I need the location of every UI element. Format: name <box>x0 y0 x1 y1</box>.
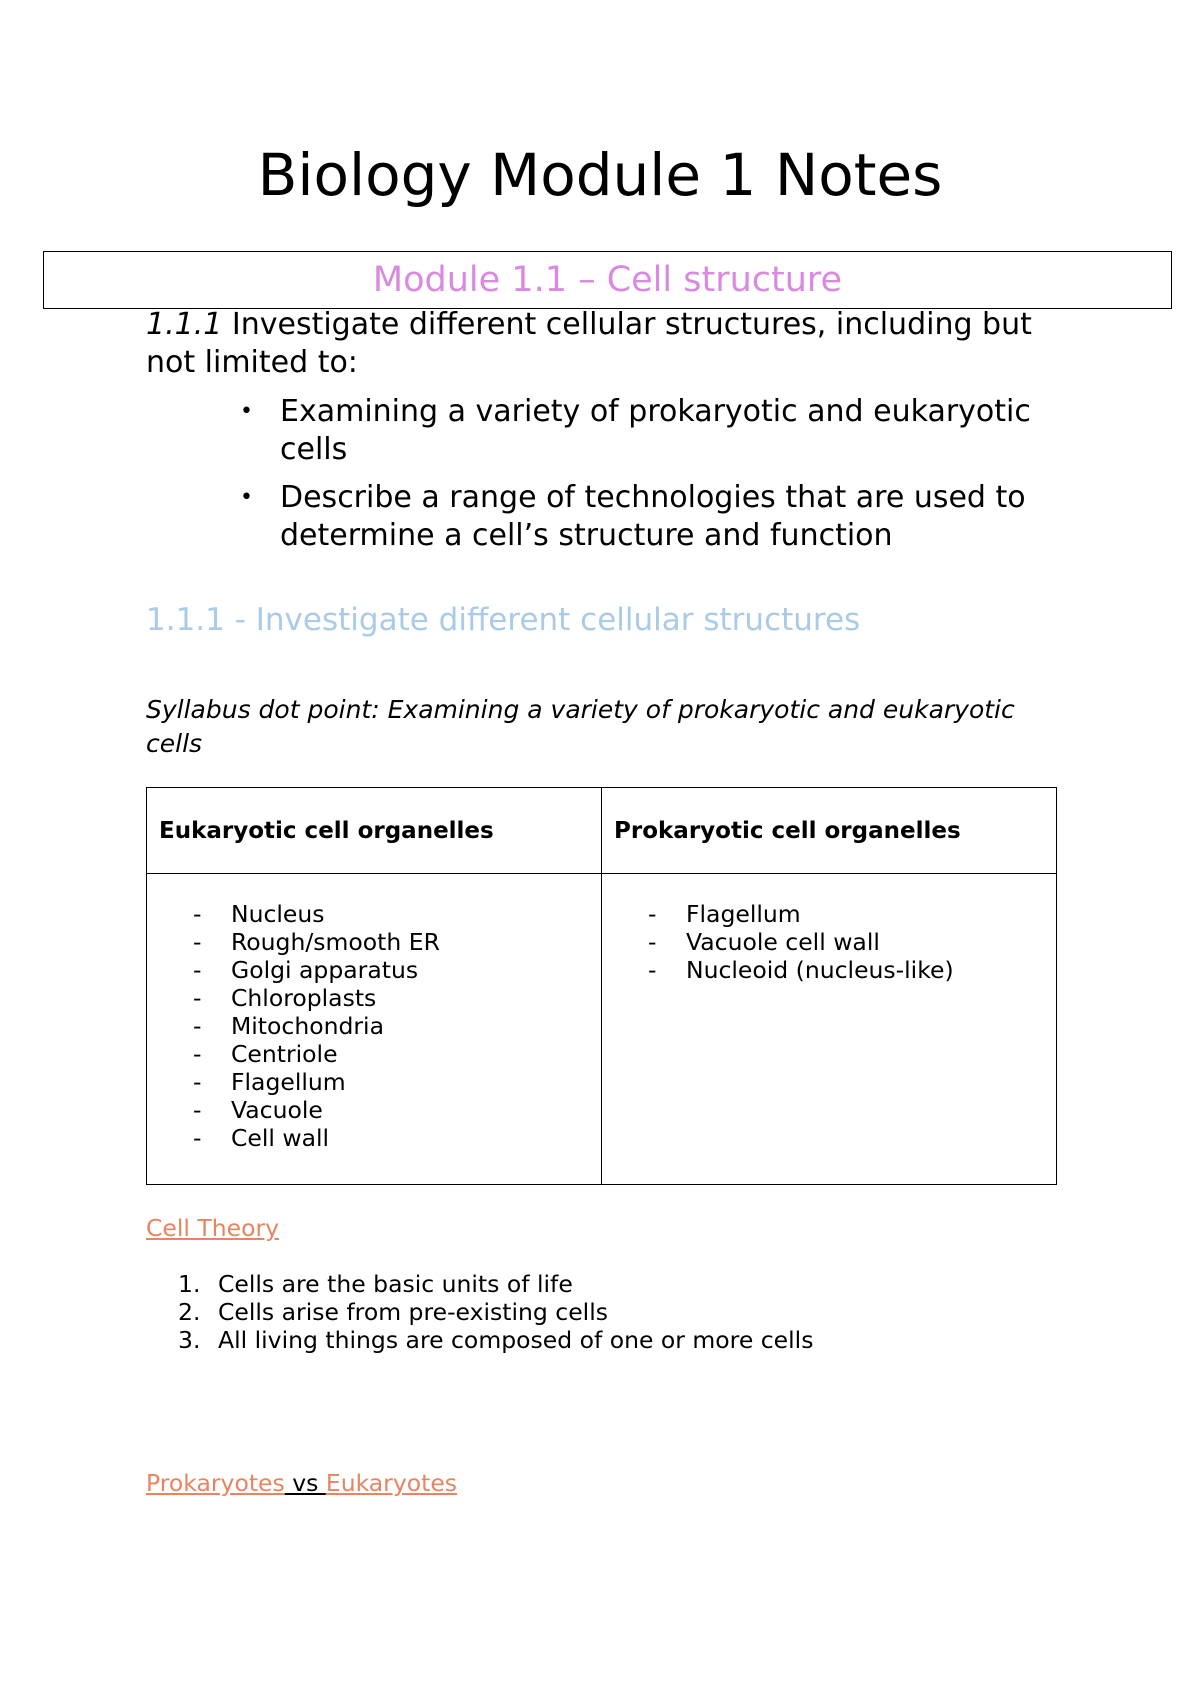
list-item: - Mitochondria <box>193 1012 384 1040</box>
bullet-list <box>240 393 1080 565</box>
list-item: - Flagellum <box>193 1068 346 1096</box>
bullet-icon: • <box>240 485 253 510</box>
list-item: - Chloroplasts <box>193 984 377 1012</box>
table-header-eukaryotic: Eukaryotic cell organelles <box>159 818 494 844</box>
module-heading-box <box>43 251 1172 309</box>
comparison-heading <box>146 1468 457 1498</box>
module-heading: Module 1.1 – Cell structure <box>372 260 843 300</box>
list-item: 1. Cells are the basic units of life <box>178 1270 573 1298</box>
bullet-icon: • <box>240 399 253 424</box>
list-item: - Nucleus <box>193 900 325 928</box>
syllabus-dot-point: Syllabus dot point: Examining a variety of prokaryotic and eukaryotic cells <box>146 695 1015 758</box>
bullet-text: Examining a variety of prokaryotic and eukaryotic cells <box>280 394 1031 467</box>
eukaryotic-organelle-list <box>193 900 440 1152</box>
cell-theory-heading[interactable]: Cell Theory <box>146 1214 280 1242</box>
vs-text: vs <box>284 1469 326 1497</box>
eukaryotes-link[interactable]: Eukaryotes <box>325 1469 458 1497</box>
organelle-table <box>146 787 1057 1185</box>
list-item: - Vacuole cell wall <box>648 928 880 956</box>
list-item: - Rough/smooth ER <box>193 928 440 956</box>
cell-theory-list <box>178 1270 813 1354</box>
list-item: - Cell wall <box>193 1124 330 1152</box>
list-item: - Centriole <box>193 1040 338 1068</box>
section-heading: 1.1.1 - Investigate different cellular structures <box>146 602 861 638</box>
prokaryotes-link[interactable]: Prokaryotes <box>146 1469 285 1497</box>
list-item: - Vacuole <box>193 1096 323 1124</box>
document-title: Biology Module 1 Notes <box>257 141 943 209</box>
list-item: 2. Cells arise from pre-existing cells <box>178 1298 608 1326</box>
list-item: 3. All living things are composed of one or more cells <box>178 1326 814 1354</box>
intro-text: Investigate different cellular structures, including but not limited to: <box>146 307 1032 380</box>
table-column-divider <box>601 788 602 1184</box>
intro-number: 1.1.1 <box>146 307 223 342</box>
bullet-item <box>240 393 1080 469</box>
intro-paragraph <box>146 306 1076 382</box>
prokaryotic-organelle-list <box>648 900 954 984</box>
list-item: - Flagellum <box>648 900 801 928</box>
table-header-prokaryotic: Prokaryotic cell organelles <box>614 818 961 844</box>
bullet-item <box>240 479 1080 555</box>
bullet-text: Describe a range of technologies that are used to determine a cell’s structure and function <box>280 480 1026 553</box>
list-item: - Nucleoid (nucleus-like) <box>648 956 954 984</box>
list-item: - Golgi apparatus <box>193 956 419 984</box>
table-row-divider <box>147 873 1056 874</box>
